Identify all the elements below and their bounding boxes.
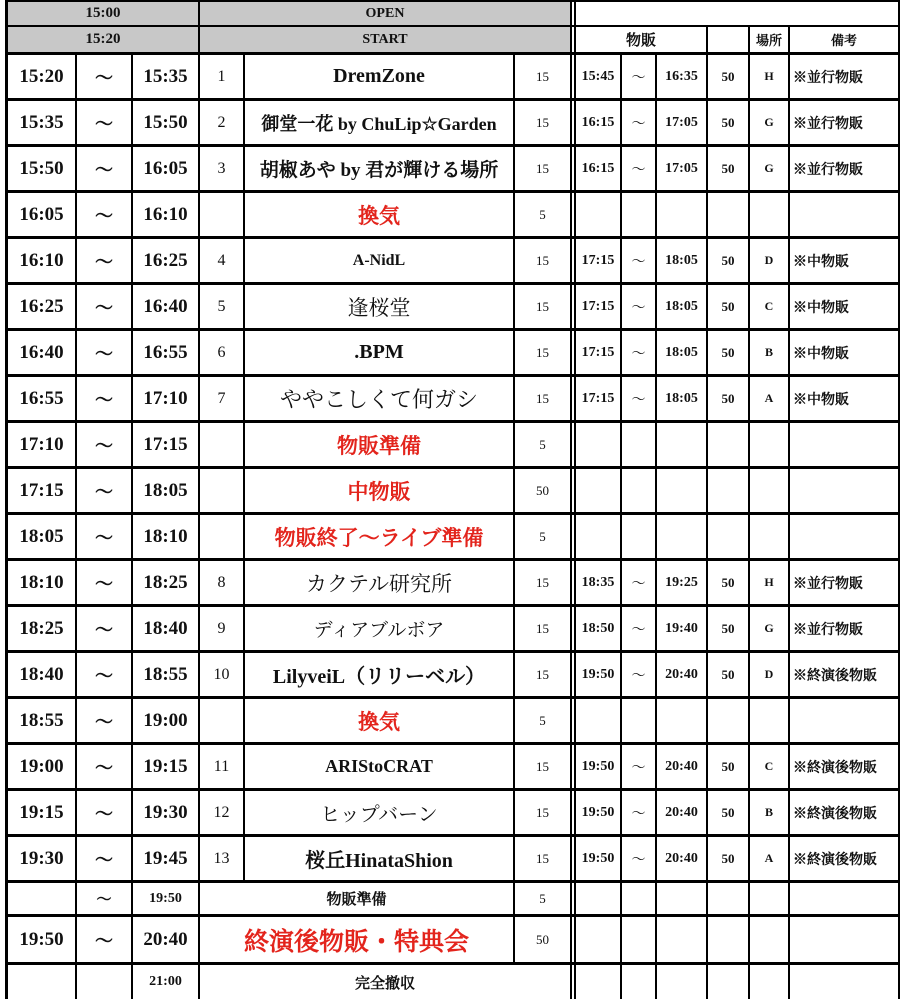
empty-cell (790, 699, 900, 742)
empty-cell (622, 883, 657, 914)
program-row (8, 469, 900, 515)
empty-cell (200, 699, 245, 742)
act-name: ややこしくて何ガシ (245, 377, 515, 420)
end-time: 17:10 (133, 377, 200, 420)
empty-cell (708, 469, 750, 512)
empty-cell (708, 193, 750, 236)
range-separator: 〜 (77, 239, 133, 282)
empty-cell (657, 699, 708, 742)
act-name: 桜丘HinataShion (245, 837, 515, 880)
start-time: 19:15 (8, 791, 77, 834)
merch-start-time: 16:15 (570, 101, 622, 144)
act-number: 13 (200, 837, 245, 880)
end-time: 16:05 (133, 147, 200, 190)
empty-cell (750, 469, 790, 512)
empty-cell (570, 699, 622, 742)
merch-location: G (750, 607, 790, 650)
merch-range-separator: 〜 (622, 561, 657, 604)
empty-cell (750, 965, 790, 999)
act-name: カクテル研究所 (245, 561, 515, 604)
duration-minutes: 5 (539, 206, 546, 222)
act-row (8, 147, 900, 193)
merch-start-time: 19:50 (570, 837, 622, 880)
range-separator: 〜 (77, 285, 133, 328)
end-time: 18:55 (133, 653, 200, 696)
empty-cell (708, 515, 750, 558)
empty-cell (708, 27, 750, 52)
empty-cell (790, 883, 900, 914)
merch-location: C (750, 285, 790, 328)
start-label: START (200, 27, 570, 52)
end-time: 17:15 (133, 423, 200, 466)
merch-range-separator: 〜 (622, 101, 657, 144)
merch-range-separator: 〜 (622, 791, 657, 834)
start-time: 18:25 (8, 607, 77, 650)
act-name: LilyveiL（リリーベル） (245, 653, 515, 696)
empty-cell (790, 193, 900, 236)
merch-duration-minutes: 50 (708, 147, 750, 190)
program-name: 換気 (245, 193, 515, 236)
act-row (8, 561, 900, 607)
act-number: 9 (200, 607, 245, 650)
empty-cell (570, 917, 622, 962)
empty-cell (622, 699, 657, 742)
empty-cell (708, 883, 750, 914)
act-name: 逢桜堂 (245, 285, 515, 328)
merch-duration-minutes: 50 (708, 377, 750, 420)
act-number: 7 (200, 377, 245, 420)
duration-minutes: 50 (536, 931, 549, 947)
start-time-header: 15:20 (8, 27, 200, 52)
merch-end-time: 16:35 (657, 55, 708, 98)
merch-start-time: 17:15 (570, 377, 622, 420)
merch-end-time: 18:05 (657, 331, 708, 374)
merch-end-time: 18:05 (657, 377, 708, 420)
act-row (8, 101, 900, 147)
range-separator: 〜 (77, 377, 133, 420)
start-time: 16:55 (8, 377, 77, 420)
merch-end-time: 17:05 (657, 101, 708, 144)
duration-minutes: 15 (536, 758, 549, 774)
empty-cell (790, 917, 900, 962)
empty-cell (657, 515, 708, 558)
end-time: 18:10 (133, 515, 200, 558)
range-separator: 〜 (77, 561, 133, 604)
duration-minutes: 5 (539, 890, 546, 906)
range-separator: 〜 (77, 699, 133, 742)
program-row (8, 883, 900, 917)
end-time: 16:25 (133, 239, 200, 282)
empty-cell (708, 423, 750, 466)
start-time: 16:10 (8, 239, 77, 282)
empty-cell (570, 883, 622, 914)
act-number: 11 (200, 745, 245, 788)
start-time: 19:00 (8, 745, 77, 788)
merch-duration-minutes: 50 (708, 101, 750, 144)
end-time: 16:40 (133, 285, 200, 328)
start-time: 16:05 (8, 193, 77, 236)
merch-duration-minutes: 50 (708, 285, 750, 328)
merch-note: ※中物販 (790, 239, 900, 282)
act-name: ディアブルボア (245, 607, 515, 650)
duration-minutes: 5 (539, 436, 546, 452)
act-row (8, 55, 900, 101)
empty-cell (750, 193, 790, 236)
range-separator: 〜 (77, 515, 133, 558)
merch-end-time: 18:05 (657, 239, 708, 282)
act-number: 6 (200, 331, 245, 374)
program-row (8, 917, 900, 965)
merch-start-time: 17:15 (570, 239, 622, 282)
end-time: 19:15 (133, 745, 200, 788)
start-time: 18:10 (8, 561, 77, 604)
merch-range-separator: 〜 (622, 377, 657, 420)
end-time: 18:25 (133, 561, 200, 604)
merch-duration-minutes: 50 (708, 239, 750, 282)
act-name: 胡椒あや by 君が輝ける場所 (245, 147, 515, 190)
duration-minutes: 15 (536, 252, 549, 268)
range-separator: 〜 (77, 607, 133, 650)
merch-location: G (750, 147, 790, 190)
end-time: 18:40 (133, 607, 200, 650)
end-time: 20:40 (133, 917, 200, 962)
duration-minutes: 15 (536, 804, 549, 820)
merch-end-time: 18:05 (657, 285, 708, 328)
empty-cell (790, 965, 900, 999)
end-time: 19:30 (133, 791, 200, 834)
act-number: 12 (200, 791, 245, 834)
program-row (8, 515, 900, 561)
act-number: 10 (200, 653, 245, 696)
end-time: 19:00 (133, 699, 200, 742)
empty-cell (750, 515, 790, 558)
act-name: ARIStoCRAT (245, 745, 515, 788)
end-time: 21:00 (133, 965, 200, 999)
act-name: DremZone (245, 55, 515, 98)
act-row (8, 239, 900, 285)
merch-note: ※並行物販 (790, 607, 900, 650)
act-name: ヒップバーン (245, 791, 515, 834)
act-number: 3 (200, 147, 245, 190)
duration-minutes: 5 (539, 528, 546, 544)
merch-location: B (750, 331, 790, 374)
range-separator: 〜 (77, 917, 133, 962)
range-separator: 〜 (77, 193, 133, 236)
duration-minutes: 15 (536, 390, 549, 406)
merch-location: H (750, 561, 790, 604)
merch-location: D (750, 653, 790, 696)
merch-range-separator: 〜 (622, 285, 657, 328)
merch-start-time: 16:15 (570, 147, 622, 190)
program-name: 物販準備 (200, 883, 515, 914)
merch-start-time: 17:15 (570, 285, 622, 328)
end-time: 15:50 (133, 101, 200, 144)
schedule-body (8, 55, 900, 999)
program-row (8, 193, 900, 239)
duration-minutes: 5 (539, 712, 546, 728)
range-separator: 〜 (77, 101, 133, 144)
program-row (8, 699, 900, 745)
merch-range-separator: 〜 (622, 607, 657, 650)
merch-range-separator: 〜 (622, 653, 657, 696)
merch-note: ※中物販 (790, 377, 900, 420)
empty-cell (622, 469, 657, 512)
merch-end-time: 20:40 (657, 837, 708, 880)
range-separator: 〜 (77, 791, 133, 834)
merch-start-time: 18:35 (570, 561, 622, 604)
empty-cell (708, 965, 750, 999)
empty-cell (570, 469, 622, 512)
empty-cell (200, 515, 245, 558)
merch-duration-minutes: 50 (708, 561, 750, 604)
empty-cell (200, 423, 245, 466)
empty-cell (657, 423, 708, 466)
empty-cell (622, 515, 657, 558)
merch-duration-minutes: 50 (708, 331, 750, 374)
program-row (8, 423, 900, 469)
start-time: 15:50 (8, 147, 77, 190)
program-name: 換気 (245, 699, 515, 742)
merch-note: ※終演後物販 (790, 791, 900, 834)
program-name: 完全撤収 (354, 975, 415, 992)
program-name: 物販終了〜ライブ準備 (245, 515, 515, 558)
merch-note: ※並行物販 (790, 55, 900, 98)
start-time: 16:25 (8, 285, 77, 328)
merch-location: H (750, 55, 790, 98)
start-time: 18:05 (8, 515, 77, 558)
merch-range-separator: 〜 (622, 147, 657, 190)
merch-duration-minutes: 50 (708, 837, 750, 880)
act-row (8, 745, 900, 791)
range-separator: 〜 (77, 653, 133, 696)
act-row (8, 837, 900, 883)
empty-cell (657, 965, 708, 999)
empty-cell (200, 193, 245, 236)
empty-cell (622, 423, 657, 466)
range-separator: 〜 (77, 331, 133, 374)
act-row (8, 285, 900, 331)
end-time: 18:05 (133, 469, 200, 512)
merch-duration-minutes: 50 (708, 791, 750, 834)
merch-range-separator: 〜 (622, 745, 657, 788)
duration-minutes: 50 (536, 482, 549, 498)
act-number: 8 (200, 561, 245, 604)
empty-cell (657, 917, 708, 962)
duration-minutes: 15 (536, 160, 549, 176)
place-header: 場所 (750, 27, 790, 52)
empty-cell (570, 965, 622, 999)
duration-minutes: 15 (536, 850, 549, 866)
range-separator: 〜 (77, 55, 133, 98)
merch-range-separator: 〜 (622, 331, 657, 374)
start-time: 18:40 (8, 653, 77, 696)
program-name: 中物販 (245, 469, 515, 512)
act-number: 5 (200, 285, 245, 328)
merch-note: ※並行物販 (790, 101, 900, 144)
merch-end-time: 19:25 (657, 561, 708, 604)
merch-duration-minutes: 50 (708, 55, 750, 98)
merch-duration-minutes: 50 (708, 653, 750, 696)
act-row (8, 331, 900, 377)
merch-location: C (750, 745, 790, 788)
merch-location: B (750, 791, 790, 834)
program-name: 終演後物販・特典会 (200, 917, 515, 962)
act-name: A-NidL (245, 239, 515, 282)
duration-minutes: 15 (536, 68, 549, 84)
merch-location: A (750, 837, 790, 880)
duration-minutes: 15 (536, 620, 549, 636)
merch-start-time: 19:50 (570, 745, 622, 788)
empty-cell (657, 469, 708, 512)
end-time: 19:45 (133, 837, 200, 880)
duration-minutes: 15 (536, 344, 549, 360)
merch-range-separator: 〜 (622, 239, 657, 282)
empty-cell (708, 699, 750, 742)
range-separator: 〜 (77, 745, 133, 788)
act-row (8, 377, 900, 423)
open-time: 15:00 (8, 2, 200, 25)
merch-note: ※並行物販 (790, 561, 900, 604)
empty-cell (790, 515, 900, 558)
empty-cell (8, 883, 77, 914)
merch-note: ※終演後物販 (790, 653, 900, 696)
empty-cell (570, 515, 622, 558)
empty-cell (750, 883, 790, 914)
merch-start-time: 18:50 (570, 607, 622, 650)
merch-duration-minutes: 50 (708, 607, 750, 650)
act-name: .BPM (245, 331, 515, 374)
empty-cell (790, 469, 900, 512)
merch-note: ※中物販 (790, 285, 900, 328)
empty-cell (200, 469, 245, 512)
merch-start-time: 17:15 (570, 331, 622, 374)
merch-end-time: 20:40 (657, 745, 708, 788)
range-separator: 〜 (77, 883, 133, 914)
empty-cell (708, 917, 750, 962)
duration-minutes: 15 (536, 666, 549, 682)
empty-cell (657, 193, 708, 236)
act-number: 4 (200, 239, 245, 282)
program-name: 物販準備 (245, 423, 515, 466)
range-separator: 〜 (77, 147, 133, 190)
merch-note: ※中物販 (790, 331, 900, 374)
merch-header: 物販 (570, 27, 708, 52)
header-row-start (8, 27, 900, 55)
start-time: 18:55 (8, 699, 77, 742)
start-time: 17:10 (8, 423, 77, 466)
merch-end-time: 20:40 (657, 791, 708, 834)
merch-range-separator: 〜 (622, 55, 657, 98)
end-time: 16:10 (133, 193, 200, 236)
program-row (8, 965, 900, 999)
merch-duration-minutes: 50 (708, 745, 750, 788)
empty-cell (622, 193, 657, 236)
timetable (5, 0, 900, 999)
merch-end-time: 17:05 (657, 147, 708, 190)
empty-cell (750, 917, 790, 962)
act-number: 2 (200, 101, 245, 144)
empty-cell (657, 883, 708, 914)
empty-cell (750, 699, 790, 742)
empty-cell (77, 965, 133, 999)
empty-cell (570, 193, 622, 236)
range-separator: 〜 (77, 469, 133, 512)
act-row (8, 607, 900, 653)
merch-note: ※終演後物販 (790, 837, 900, 880)
empty-cell (622, 965, 657, 999)
empty-cell (8, 965, 77, 999)
header-row-open (8, 2, 900, 27)
start-time: 19:50 (8, 917, 77, 962)
merch-location: G (750, 101, 790, 144)
end-time: 16:55 (133, 331, 200, 374)
range-separator: 〜 (77, 837, 133, 880)
merch-location: D (750, 239, 790, 282)
merch-start-time: 19:50 (570, 653, 622, 696)
merch-location: A (750, 377, 790, 420)
start-time: 19:30 (8, 837, 77, 880)
duration-minutes: 15 (536, 114, 549, 130)
end-time: 19:50 (133, 883, 200, 914)
empty-cell (790, 423, 900, 466)
merch-note: ※終演後物販 (790, 745, 900, 788)
start-time: 16:40 (8, 331, 77, 374)
act-row (8, 653, 900, 699)
merch-note: ※並行物販 (790, 147, 900, 190)
start-time: 15:20 (8, 55, 77, 98)
notes-header: 備考 (790, 27, 900, 52)
merch-end-time: 19:40 (657, 607, 708, 650)
act-row (8, 791, 900, 837)
merch-end-time: 20:40 (657, 653, 708, 696)
duration-minutes: 15 (536, 574, 549, 590)
empty-cell (750, 423, 790, 466)
empty-cell (570, 423, 622, 466)
merch-start-time: 19:50 (570, 791, 622, 834)
open-label: OPEN (200, 2, 570, 25)
duration-minutes: 15 (536, 298, 549, 314)
start-time: 17:15 (8, 469, 77, 512)
end-time: 15:35 (133, 55, 200, 98)
merch-range-separator: 〜 (622, 837, 657, 880)
merch-start-time: 15:45 (570, 55, 622, 98)
act-name: 御堂一花 by ChuLip☆Garden (245, 101, 515, 144)
start-time: 15:35 (8, 101, 77, 144)
range-separator: 〜 (77, 423, 133, 466)
header-blank (570, 2, 900, 25)
empty-cell (622, 917, 657, 962)
act-number: 1 (200, 55, 245, 98)
